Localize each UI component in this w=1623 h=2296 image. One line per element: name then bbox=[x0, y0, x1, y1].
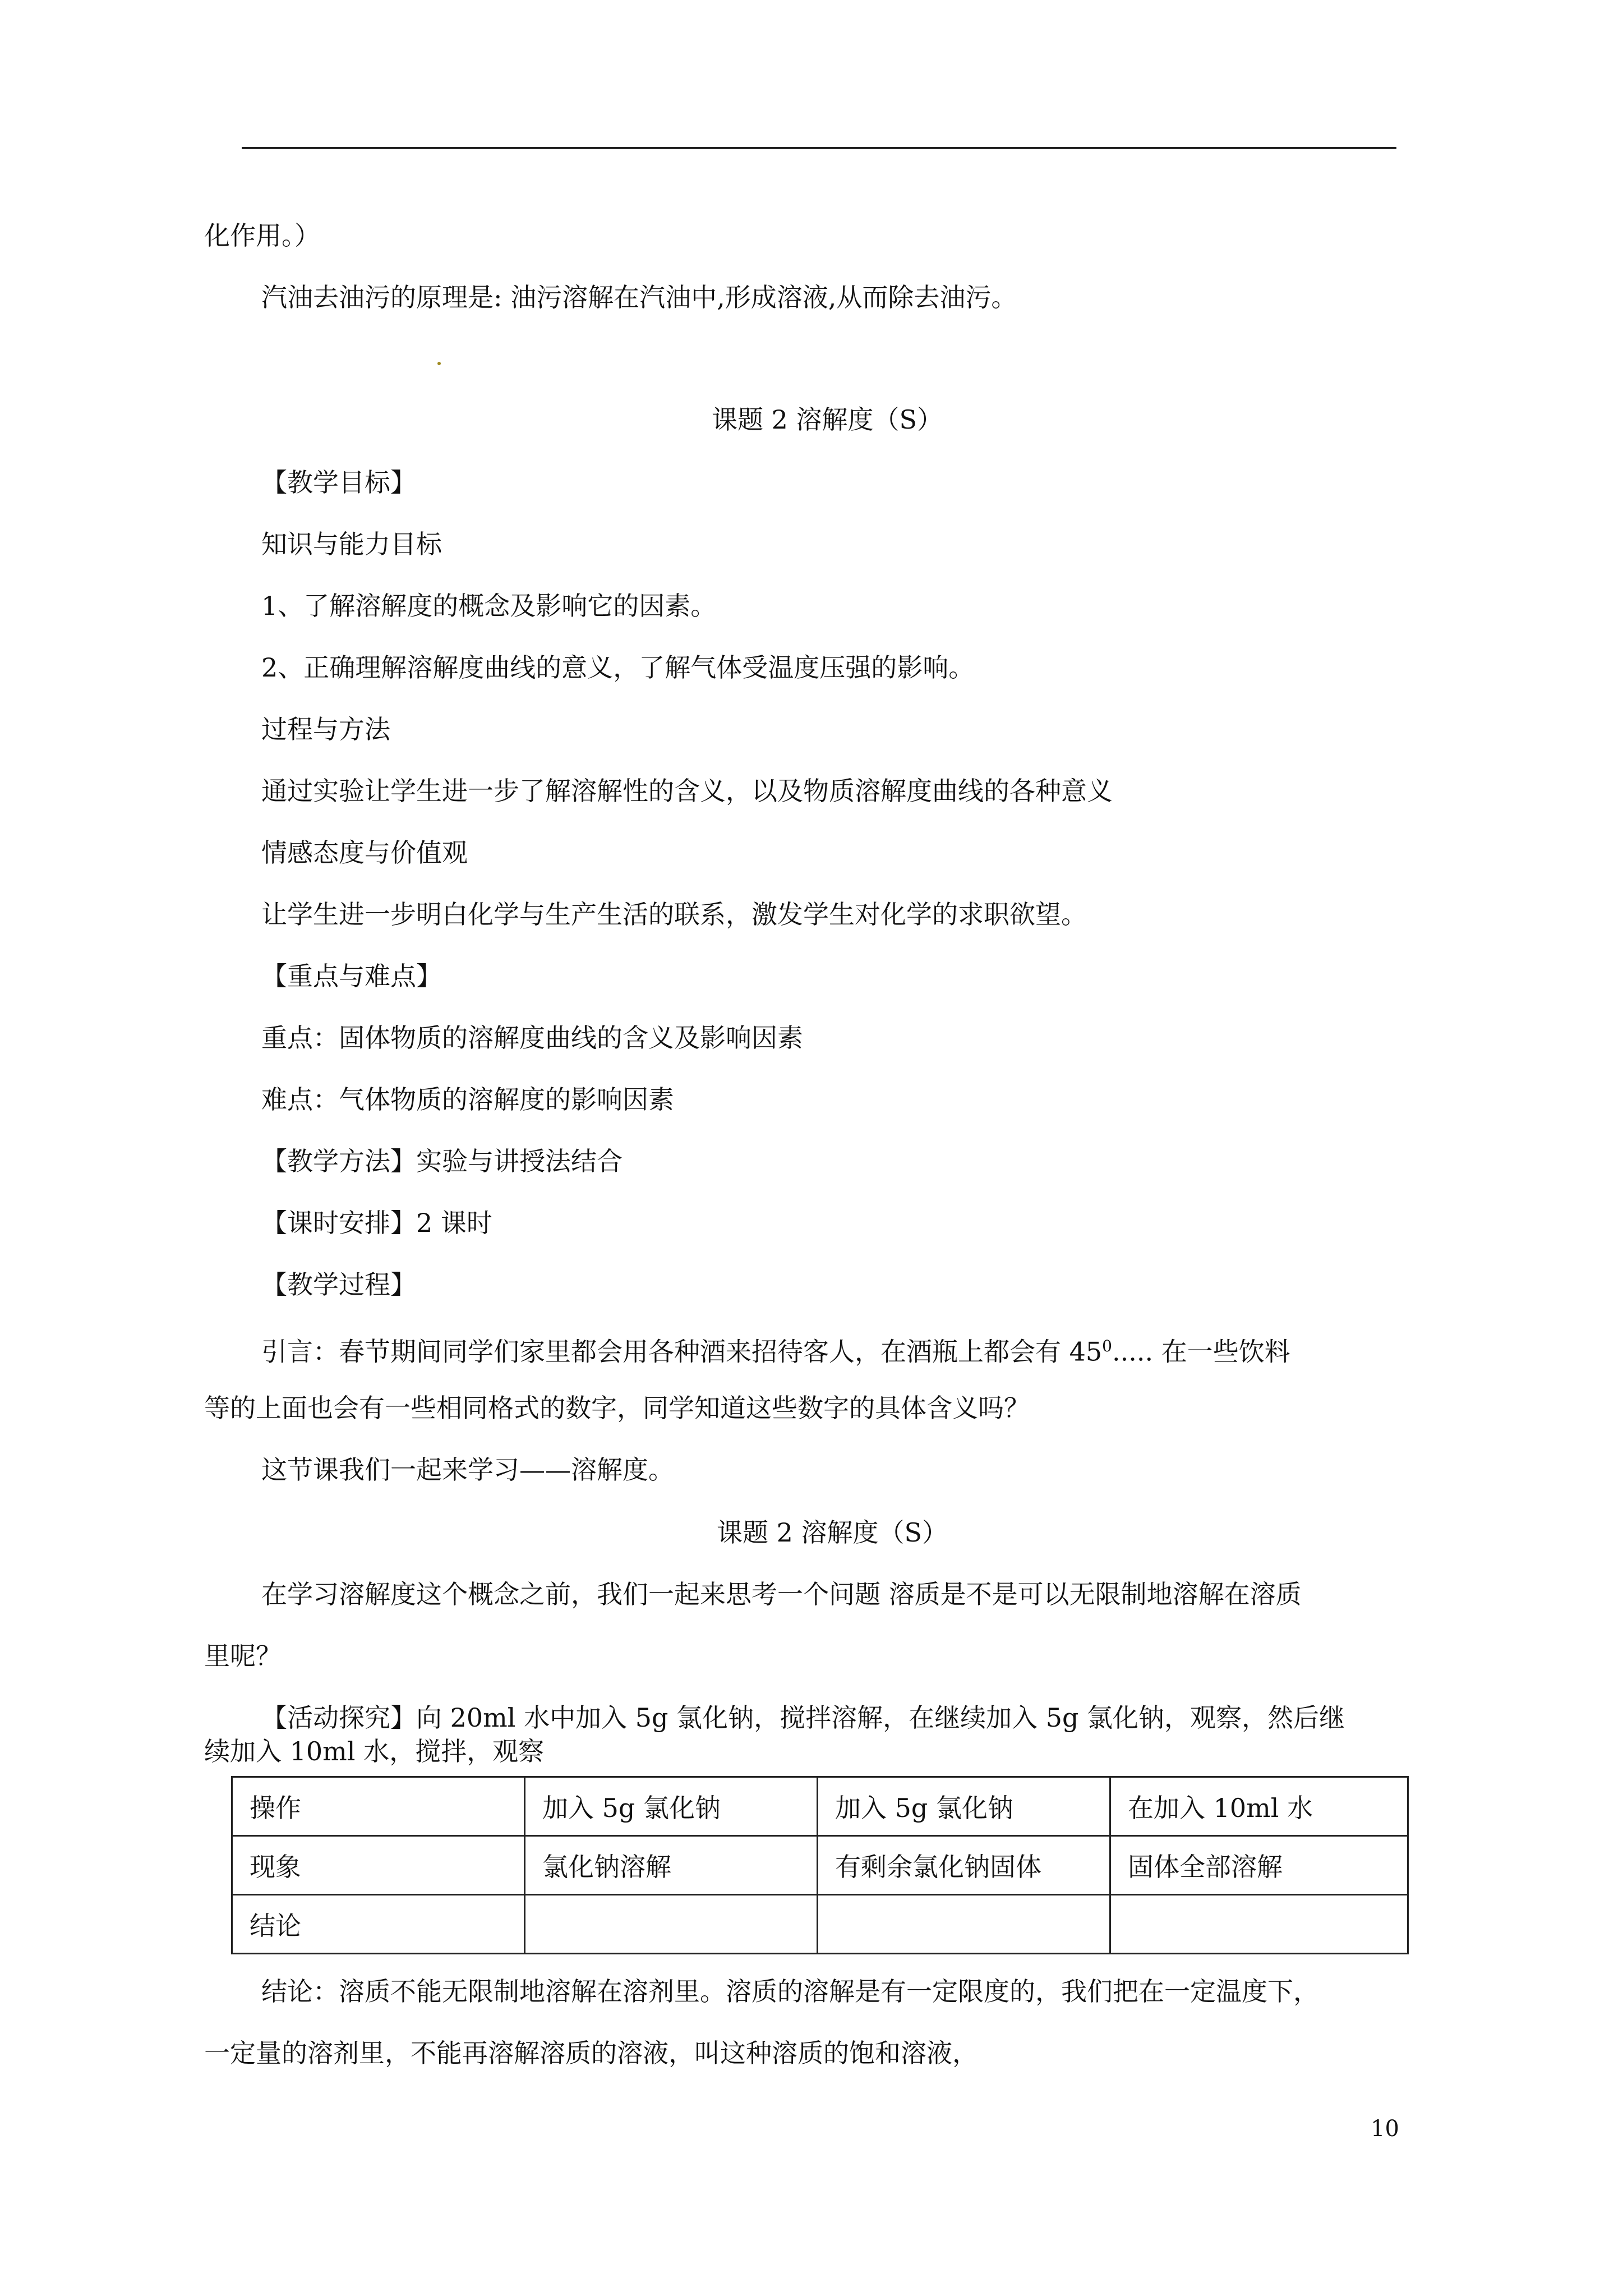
table-cell: 在加入 10ml 水 bbox=[1110, 1777, 1408, 1836]
heading-key-points: 【重点与难点】 bbox=[261, 961, 442, 991]
experiment-table bbox=[231, 1776, 1409, 1954]
table-cell: 氯化钠溶解 bbox=[525, 1836, 818, 1895]
page-number: 10 bbox=[1371, 2116, 1399, 2142]
header-rule bbox=[242, 147, 1396, 149]
heading-teaching-goals: 【教学目标】 bbox=[261, 467, 416, 498]
text-line: 结论：溶质不能无限制地溶解在溶剂里。溶质的溶解是有一定限度的，我们把在一定温度下， bbox=[261, 1976, 1319, 2007]
text-line: 汽油去油污的原理是: 油污溶解在汽油中,形成溶液,从而除去油污。 bbox=[261, 282, 1017, 312]
heading-teaching-process: 【教学过程】 bbox=[261, 1269, 416, 1300]
table-row bbox=[232, 1836, 1408, 1895]
text-line: 重点：固体物质的溶解度曲线的含义及影响因素 bbox=[261, 1023, 803, 1053]
text-line: 续加入 10ml 水，搅拌，观察 bbox=[204, 1736, 545, 1766]
text-line bbox=[261, 1329, 1290, 1368]
table-cell: 有剩余氯化钠固体 bbox=[818, 1836, 1110, 1895]
table-cell: 现象 bbox=[232, 1836, 525, 1895]
text-line: 【活动探究】向 20ml 水中加入 5g 氯化钠，搅拌溶解，在继续加入 5g 氯化钠，观察，然后继 bbox=[261, 1703, 1345, 1733]
text-line: 【课时安排】2 课时 bbox=[261, 1208, 492, 1238]
table-cell: 加入 5g 氯化钠 bbox=[818, 1777, 1110, 1836]
table-cell: 加入 5g 氯化钠 bbox=[525, 1777, 818, 1836]
section-title: 课题 2 溶解度（S） bbox=[712, 404, 943, 435]
table-cell bbox=[818, 1895, 1110, 1954]
text-line: 难点：气体物质的溶解度的影响因素 bbox=[261, 1084, 674, 1115]
superscript: 0 bbox=[1102, 1337, 1112, 1355]
text-line: 让学生进一步明白化学与生产生活的联系，激发学生对化学的求职欲望。 bbox=[261, 899, 1087, 930]
text-segment: 引言：春节期间同学们家里都会用各种酒来招待客人，在酒瓶上都会有 45 bbox=[261, 1336, 1103, 1367]
table-row bbox=[232, 1895, 1408, 1954]
table-cell bbox=[525, 1895, 818, 1954]
table-cell bbox=[1110, 1895, 1408, 1954]
text-line: 等的上面也会有一些相同格式的数字，同学知道这些数字的具体含义吗？ bbox=[204, 1393, 1030, 1423]
text-line: 通过实验让学生进一步了解溶解性的含义，以及物质溶解度曲线的各种意义 bbox=[261, 776, 1113, 806]
text-line: 1、了解溶解度的概念及影响它的因素。 bbox=[261, 591, 717, 621]
text-line: 化作用。） bbox=[204, 220, 320, 251]
text-line: 这节课我们一起来学习——溶解度。 bbox=[261, 1455, 674, 1485]
text-line: 情感态度与价值观 bbox=[261, 838, 468, 868]
text-line: 在学习溶解度这个概念之前，我们一起来思考一个问题 溶质是不是可以无限制地溶解在溶质 bbox=[261, 1579, 1302, 1609]
text-line: 【教学方法】实验与讲授法结合 bbox=[261, 1146, 623, 1176]
table-cell: 操作 bbox=[232, 1777, 525, 1836]
table-row bbox=[232, 1777, 1408, 1836]
text-line: 里呢？ bbox=[204, 1641, 282, 1671]
text-line: 一定量的溶剂里，不能再溶解溶质的溶液，叫这种溶质的饱和溶液， bbox=[204, 2038, 978, 2068]
text-segment: ..... 在一些饮料 bbox=[1112, 1336, 1290, 1367]
stray-mark bbox=[437, 362, 441, 365]
text-line: 知识与能力目标 bbox=[261, 529, 442, 559]
text-line: 2、正确理解溶解度曲线的意义，了解气体受温度压强的影响。 bbox=[261, 652, 975, 683]
text-line: 过程与方法 bbox=[261, 714, 390, 744]
section-title: 课题 2 溶解度（S） bbox=[717, 1517, 948, 1548]
table-cell: 固体全部溶解 bbox=[1110, 1836, 1408, 1895]
table-cell: 结论 bbox=[232, 1895, 525, 1954]
